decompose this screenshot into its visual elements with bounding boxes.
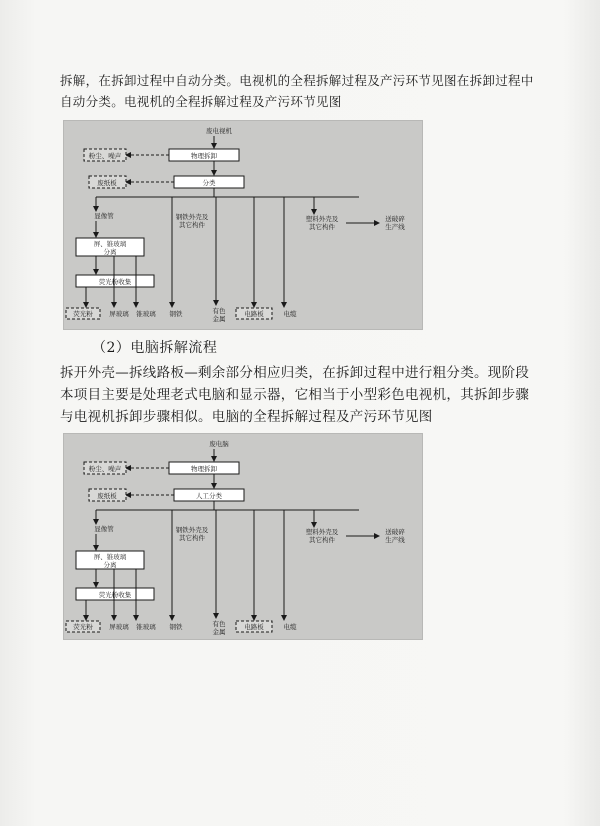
physical-dismantle-label: 物理拆卸 [191, 152, 217, 160]
plastic-shell-label-line-1: 其它构件 [309, 536, 335, 544]
dust-noise-label: 粉尘、噪声 [88, 152, 122, 160]
crusher-label-line-1: 生产线 [385, 536, 405, 544]
nonferrous-label-line-1: 金属 [212, 628, 226, 636]
tv-dismantle-flowchart [63, 120, 423, 330]
source-label: 废电视机 [206, 127, 232, 135]
steel-shell-label-line-0: 钢铁外壳及 [175, 526, 209, 534]
cable-label: 电缆 [283, 623, 297, 631]
circuit-board-label: 电路板 [244, 623, 264, 631]
waste-paper-label: 废纸板 [97, 179, 117, 187]
circuit-board-label: 电路板 [244, 310, 264, 318]
steel-shell-label-line-1: 其它构件 [179, 221, 205, 229]
crt-label: 显像管 [94, 525, 114, 533]
nonferrous-label-line-0: 有色 [212, 620, 226, 628]
plastic-shell-label-line-0: 塑料外壳及 [305, 528, 339, 536]
steel-label: 钢铁 [169, 623, 183, 631]
paragraph-middle: 拆开外壳—拆线路板—剩余部分相应归类，在拆卸过程中进行粗分类。现阶段本项目主要是处理老式电脑和显示器，它相当于小型彩色电视机，其拆卸步骤与电视机拆卸步骤相似。电脑的全程拆解过程及产污环节见图 [60, 365, 530, 425]
waste-paper-label: 废纸板 [97, 492, 117, 500]
phosphor-collect-label: 荧光粉收集 [98, 591, 132, 599]
screen-glass-label: 屏玻璃 [109, 623, 129, 631]
steel-shell-label-line-0: 钢铁外壳及 [175, 213, 209, 221]
cone-glass-label: 锥玻璃 [136, 623, 156, 631]
dust-noise-label: 粉尘、噪声 [88, 465, 122, 473]
plastic-shell-label-line-1: 其它构件 [309, 223, 335, 231]
source-label: 废电脑 [209, 440, 229, 448]
paragraph-top: 拆解，在拆卸过程中自动分类。电视机的全程拆解过程及产污环节见图在拆卸过程中自动分类。电视机的全程拆解过程及产污环节见图 [60, 73, 534, 109]
section-heading: （2）电脑拆解流程 [92, 340, 218, 356]
phosphor-label: 荧光粉 [73, 310, 93, 318]
glass-separation-label-line-1: 分离 [103, 561, 117, 569]
glass-separation-label-line-1: 分离 [103, 248, 117, 256]
physical-dismantle-label: 物理拆卸 [191, 465, 217, 473]
steel-shell-label-line-1: 其它构件 [179, 534, 205, 542]
sorting-label: 人工分类 [196, 492, 222, 500]
glass-separation-label-line-0: 屏、锥玻璃 [93, 240, 127, 248]
tv-flowchart-svg [64, 121, 422, 329]
glass-separation-label-line-0: 屏、锥玻璃 [93, 553, 127, 561]
cable-label: 电缆 [283, 310, 297, 318]
nonferrous-label-line-1: 金属 [212, 315, 226, 323]
screen-glass-label: 屏玻璃 [109, 310, 129, 318]
plastic-shell-label-line-0: 塑料外壳及 [305, 215, 339, 223]
cone-glass-label: 锥玻璃 [136, 310, 156, 318]
crusher-label-line-0: 送破碎 [385, 528, 405, 536]
crt-label: 显像管 [94, 212, 114, 220]
phosphor-collect-label: 荧光粉收集 [98, 278, 132, 286]
sorting-label: 分类 [202, 179, 216, 187]
crusher-label-line-1: 生产线 [385, 223, 405, 231]
crusher-label-line-0: 送破碎 [385, 215, 405, 223]
nonferrous-label-line-0: 有色 [212, 307, 226, 315]
pc-dismantle-flowchart [63, 433, 423, 640]
steel-label: 钢铁 [169, 310, 183, 318]
phosphor-label: 荧光粉 [73, 623, 93, 631]
pc-flowchart-svg [64, 434, 422, 639]
